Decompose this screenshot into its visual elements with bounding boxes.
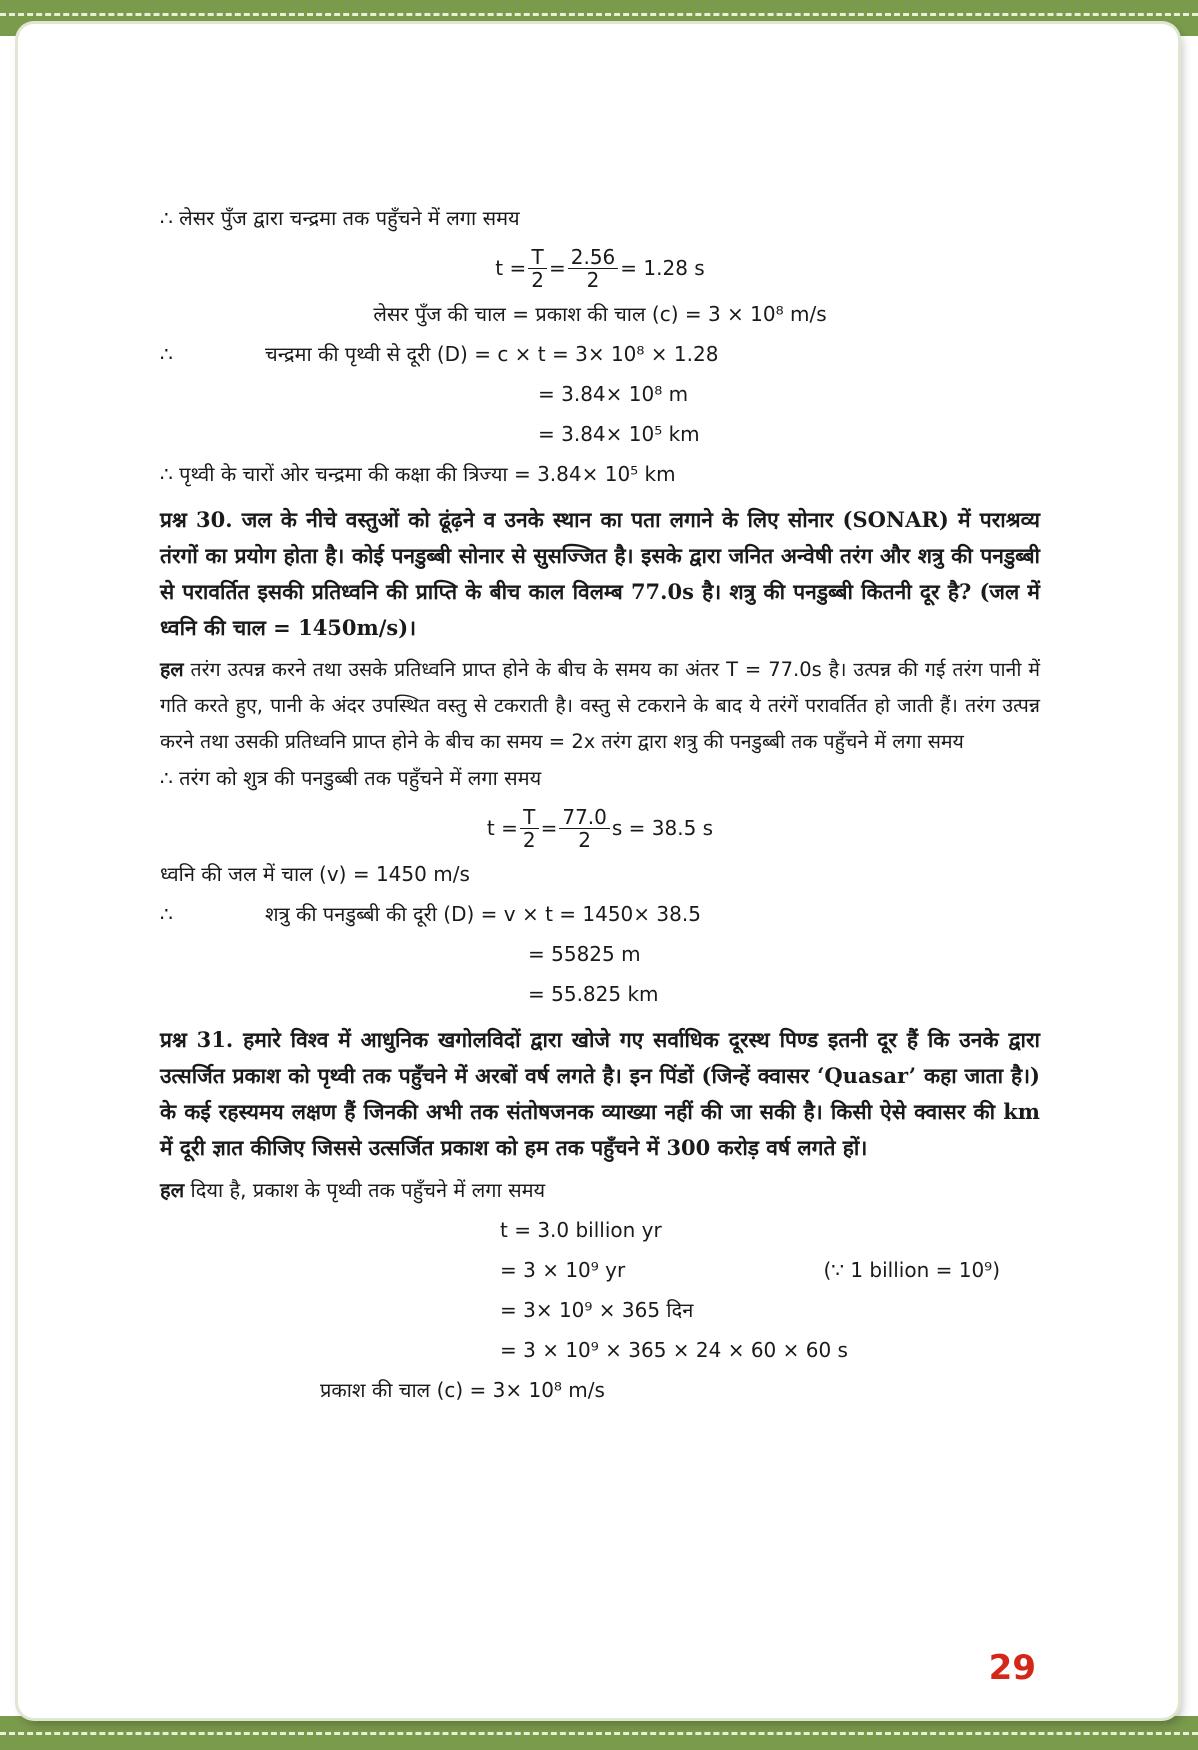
laser-time-formula — [160, 240, 1040, 296]
formula-lhs: t = — [495, 256, 527, 280]
moon-orbit-radius: ∴ पृथ्वी के चारों ओर चन्द्रमा की कक्षा की त्रिज्या = 3.84× 10⁵ km — [160, 462, 676, 486]
answer-text: तरंग उत्पन्न करने तथा उसके प्रतिध्वनि प्राप्त होने के बीच के समय का अंतर T = 77.0s है। उत्पन्न की गई तरंग पानी में गति करते हुए, पानी के अंदर उपस्थित वस्तु से टकराती है। वस्तु से टकराने के बाद ये तरंगें परावर्तित हो जाती हैं। तरंग उत्पन्न करने तथा उसकी प्रतिध्वनि प्राप्त होने के बीच का समय = 2x तरंग द्वारा शत्रु की पनडुब्बी तक पहुँचने में लगा समय — [160, 658, 1040, 753]
wave-time-formula — [160, 800, 1040, 856]
time-billion-years: t = 3.0 billion yr — [500, 1218, 662, 1242]
moon-distance-km: = 3.84× 10⁵ km — [538, 422, 700, 446]
bottom-border-band — [0, 1716, 1198, 1750]
billion-note: (∵ 1 billion = 10⁹) — [823, 1258, 1000, 1282]
laser-speed-line: लेसर पुँज की चाल = प्रकाश की चाल (c) = 3 × 10⁸ m/s — [373, 302, 827, 326]
formula-lhs: t = — [486, 816, 518, 840]
fraction-numerator: 77.0 — [559, 806, 610, 829]
answer-30 — [160, 652, 1040, 760]
formula-rhs: = 1.28 s — [620, 256, 705, 280]
time-seconds: = 3 × 10⁹ × 365 × 24 × 60 × 60 s — [500, 1338, 848, 1362]
fraction-denominator: 2 — [522, 827, 536, 852]
question-text: हमारे विश्व में आधुनिक खगोलविदों द्वारा खोजे गए सर्वाधिक दूरस्थ पिण्ड इतनी दूर हैं कि उनके द्वारा उत्सर्जित प्रकाश को पृथ्वी तक पहुँचने में अरबों वर्ष लगते है। इन पिंडों (जिन्हें क्वासर ‘Quasar’ कहा जाता है।) के कई रहस्यमय लक्षण हैं जिनकी अभी तक संतोषजनक व्याख्या नहीं की जा सकी है। किसी ऐसे क्वासर की km में दूरी ज्ञात कीजिए जिससे उत्सर्जित प्रकाश को हम तक पहुँचने में 300 करोड़ वर्ष लगते हों। — [160, 1027, 1040, 1160]
answer-label: हल — [160, 1178, 185, 1202]
submarine-distance-m: = 55825 m — [528, 942, 641, 966]
fraction-denominator: 2 — [578, 827, 591, 852]
time-days: = 3× 10⁹ × 365 दिन — [500, 1298, 694, 1322]
therefore-symbol: ∴ — [160, 902, 173, 926]
question-text: जल के नीचे वस्तुओं को ढूंढ़ने व उनके स्थान का पता लगाने के लिए सोनार (SONAR) में पराश्रव्य तंरगों का प्रयोग होता है। कोई पनडुब्बी सोनार से सुसज्जित है। इसके द्वारा जनित अन्वेषी तरंग और शत्रु की पनडुब्बी से परावर्तित इसकी प्रतिध्वनि की प्राप्ति के बीच काल विलम्ब 77.0s है। शत्रु की पनडुब्बी कितनी दूर है? (जल में ध्वनि की चाल = 1450m/s)। — [160, 507, 1040, 640]
submarine-distance-km: = 55.825 km — [528, 982, 659, 1006]
answer-text: दिया है, प्रकाश के पृथ्वी तक पहुँचने में लगा समय — [184, 1178, 546, 1202]
fraction-denominator: 2 — [531, 267, 544, 292]
formula-equals: = — [540, 816, 558, 840]
page-number: 29 — [988, 1648, 1036, 1688]
answer-label: हल — [160, 658, 184, 681]
top-dashed-line — [0, 13, 1198, 16]
fraction-numerator: T — [520, 806, 539, 829]
question-label: प्रश्न 30. — [160, 507, 233, 532]
formula-rhs: s = 38.5 s — [611, 816, 714, 840]
bottom-dashed-line — [0, 1732, 1198, 1735]
question-30 — [160, 502, 1040, 646]
answer-31-intro — [160, 1172, 1040, 1212]
time-years-power — [160, 1252, 1040, 1292]
fraction-T-over-2 — [528, 246, 547, 291]
sound-speed-line: ध्वनि की जल में चाल (v) = 1450 m/s — [160, 862, 470, 886]
moon-distance-text: चन्द्रमा की पृथ्वी से दूरी (D) = c × t = 3× 10⁸ × 1.28 — [265, 342, 719, 366]
submarine-distance-line — [160, 896, 1040, 936]
question-label: प्रश्न 31. — [160, 1027, 234, 1052]
fraction-T-over-2 — [520, 806, 539, 851]
fraction-numerator: T — [528, 246, 547, 269]
fraction-denominator: 2 — [586, 267, 600, 292]
light-speed-line: प्रकाश की चाल (c) = 3× 10⁸ m/s — [320, 1378, 605, 1402]
fraction-value — [568, 246, 619, 291]
question-31 — [160, 1022, 1040, 1166]
wave-time-heading: ∴ तरंग को शुत्र की पनडुब्बी तक पहुँचने में लगा समय — [160, 766, 542, 790]
moon-distance-m: = 3.84× 10⁸ m — [538, 382, 689, 406]
laser-time-heading: ∴ लेसर पुँज द्वारा चन्द्रमा तक पहुँचने में लगा समय — [160, 206, 520, 230]
fraction-value — [559, 806, 610, 851]
fraction-numerator: 2.56 — [568, 246, 619, 269]
time-years-value: = 3 × 10⁹ yr — [500, 1258, 626, 1282]
moon-distance-line — [160, 336, 1040, 376]
therefore-symbol: ∴ — [160, 342, 173, 366]
submarine-distance-text: शत्रु की पनडुब्बी की दूरी (D) = v × t = 1450× 38.5 — [265, 902, 701, 926]
page-content — [160, 200, 1040, 1412]
formula-equals: = — [548, 256, 566, 280]
